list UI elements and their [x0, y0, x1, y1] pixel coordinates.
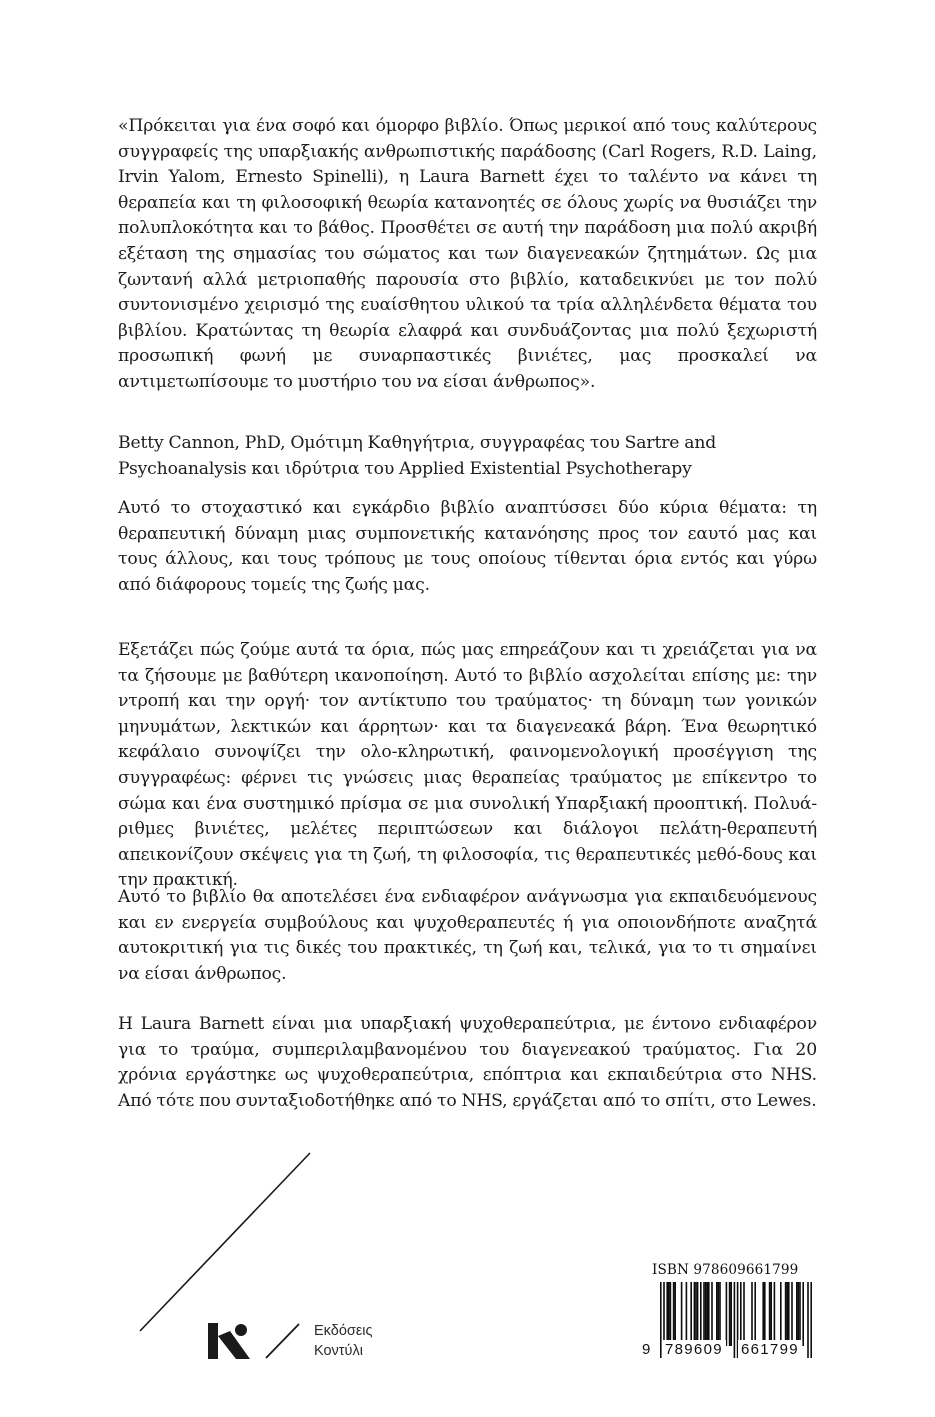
- barcode-bar: [743, 1282, 745, 1346]
- barcode-bar: [718, 1282, 720, 1346]
- barcode-bar: [764, 1282, 766, 1346]
- attribution-line-1: Betty Cannon, PhD, Ομότιμη Καθηγήτρια, συγγραφέας του Sartre and: [118, 433, 717, 453]
- barcode-bar: [700, 1282, 702, 1346]
- barcode-bar: [791, 1282, 793, 1346]
- barcode-bar: [770, 1282, 772, 1346]
- barcode-bar: [802, 1282, 804, 1346]
- intro-paragraph: [118, 496, 817, 598]
- barcode-bar: [780, 1282, 782, 1346]
- barcode-bar: [719, 1282, 721, 1346]
- barcode-bar: [786, 1282, 788, 1346]
- barcode-bar: [730, 1282, 732, 1346]
- barcode-digits: [642, 1340, 818, 1362]
- barcode: [642, 1282, 818, 1362]
- barcode-bar: [754, 1282, 756, 1346]
- publisher-name-line-2: Κοντύλι: [314, 1343, 363, 1359]
- barcode-bar: [666, 1282, 668, 1346]
- barcode-bar: [706, 1282, 708, 1346]
- barcode-bar: [796, 1282, 798, 1346]
- barcode-bar: [751, 1282, 753, 1346]
- long-diagonal-line: [140, 1153, 310, 1331]
- barcode-first-digit: 9: [642, 1341, 651, 1358]
- barcode-bar: [762, 1282, 764, 1346]
- endorsement-quote-text: «Πρόκειται για ένα σοφό και όμορφο βιβλίο. Όπως μερικοί από τους καλύτερους συγγραφείς της υπαρξιακής ανθρωπιστικής παράδοσης (Carl Rogers, R.D. Laing, Irvin Yalom, Ernesto Spinelli), η Laura Barnett έχει το ταλέντο να κάνει τη θεραπεία και τη φιλοσοφική θεωρία κατανοητές σε όλους χωρίς να θυσιάζει την πολυπλοκότητα και το βάθος. Προσθέτει σε αυτή την παράδοση μια πολύ ακριβή εξέταση της σημασίας του σώματος και των διαγενεακών ζητημάτων. Ως μια ζωντανή αλλά μετριοπαθής παρουσία στο βιβλίο, καταδεικνύει με τον πολύ συντονισμένο χειρισμό της ευαίσθητου υλικού τα τρία αλληλένδετα θέματα του βιβλίου. Κρατώντας τη θεωρία ελαφρά και συνδυάζοντας μια πολύ ξεχωριστή προσωπική φωνή με συναρπαστικές βινιέτες, μας προσκαλεί να αντιμετωπίσουμε το μυστήριο του να είσαι άνθρωπος».: [118, 116, 817, 392]
- detail-paragraph: [118, 638, 817, 894]
- endorsement-quote: [118, 114, 817, 396]
- barcode-bar: [674, 1282, 676, 1346]
- barcode-bar: [695, 1282, 697, 1346]
- author-bio-paragraph: [118, 1012, 817, 1114]
- barcode-bar: [788, 1282, 790, 1346]
- publisher-name-line-1: Εκδόσεις: [314, 1323, 373, 1339]
- isbn-label: ISBN 978609661799: [652, 1262, 799, 1278]
- barcode-bar: [705, 1282, 707, 1346]
- author-bio-text: Η Laura Barnett είναι μια υπαρξιακή ψυχοθεραπεύτρια, με έντονο ενδιαφέρον για το τραύμα, συμπεριλαμβανομένου του διαγενεακού τραύματος. Για 20 χρόνια εργάστηκε ως ψυχοθεραπεύτρια, επόπτρια και εκπαιδεύτρια στο NHS. Από τότε που συνταξιοδοτήθηκε από το NHS, εργάζεται από το σπίτι, στο Lewes.: [118, 1014, 817, 1111]
- barcode-bar: [740, 1282, 742, 1346]
- audience-paragraph-text: Αυτό το βιβλίο θα αποτελέσει ένα ενδιαφέρον ανάγνωσμα για εκπαιδευόμενους και εν ενεργεία συμβούλους και ψυχοθεραπευτές ή για οποιονδήποτε αναζητά αυτοκριτική για τις δικές του πρακτικές, τη ζωή και, τελικά, για το τι σημαίνει να είσαι άνθρωπος.: [118, 887, 817, 984]
- audience-paragraph: [118, 885, 817, 987]
- barcode-bar: [690, 1282, 692, 1346]
- barcode-bar: [686, 1282, 688, 1346]
- barcode-bar: [708, 1282, 710, 1346]
- barcode-bar: [694, 1282, 696, 1346]
- barcode-bar: [673, 1282, 675, 1346]
- barcode-bar: [711, 1282, 713, 1346]
- barcode-left-digits: 789609: [662, 1340, 726, 1360]
- barcode-bar: [681, 1282, 683, 1346]
- barcode-bar: [670, 1282, 672, 1346]
- barcode-bar: [774, 1282, 776, 1346]
- barcode-bar: [726, 1282, 728, 1346]
- detail-paragraph-text: Εξετάζει πώς ζούμε αυτά τα όρια, πώς μας επηρεάζουν και τι χρειάζεται για να τα ζήσουμε με βαθύτερη ικανοποίηση. Αυτό το βιβλίο ασχολείται επίσης με: την ντροπή και την οργή· τον αντίκτυπο του τραύματος· τη δύναμη των γονικών μηνυμάτων, λεκτικών και άρρητων· και τα διαγενεακά βάρη. Ένα θεωρητικό κεφάλαιο συνοψίζει την ολο-κληρωτική, φαινομενολογική προσέγγιση της συγγραφέως: φέρνει τις γνώσεις μιας θεραπείας τραύματος με επίκεντρο το σώμα και ένα συστημικό πρίσμα σε μια συνολική Υπαρξιακή προοπτική. Πολυά-ριθμες βινιέτες, μελέτες περιπτώσεων και διάλογοι πελάτη-θεραπευτή απεικονίζουν σκέψεις για τη ζωή, τη φιλοσοφία, τις θεραπευτικές μεθό-δους και την πρακτική.: [118, 640, 817, 891]
- barcode-bar: [703, 1282, 705, 1346]
- barcode-bar: [799, 1282, 801, 1346]
- barcode-bar: [668, 1282, 670, 1346]
- barcode-right-digits: 661799: [738, 1340, 802, 1360]
- intro-paragraph-text: Αυτό το στοχαστικό και εγκάρδιο βιβλίο αναπτύσσει δύο κύρια θέματα: τη θεραπευτική δύναμη μιας συμπονετικής κατανόησης προς τον εαυτό μας και τους άλλους, και τους τρόπους με τους οποίους τίθενται όρια εντός και γύρω από διάφορους τομείς της ζωής μας.: [118, 498, 817, 595]
- barcode-bar: [697, 1282, 699, 1346]
- publisher-k-logo-icon: [208, 1323, 252, 1359]
- publisher-name: [314, 1321, 373, 1361]
- logo-slash-line: [266, 1324, 299, 1358]
- attribution-line-2: Psychoanalysis και ιδρύτρια του Applied Existential Psychotherapy: [118, 458, 692, 479]
- barcode-bar: [785, 1282, 787, 1346]
- barcode-bar: [769, 1282, 771, 1346]
- isbn-barcode-block: [642, 1262, 818, 1362]
- barcode-bar: [798, 1282, 800, 1346]
- endorsement-attribution: [118, 431, 817, 482]
- barcode-bar: [729, 1282, 731, 1346]
- barcode-bar: [716, 1282, 718, 1346]
